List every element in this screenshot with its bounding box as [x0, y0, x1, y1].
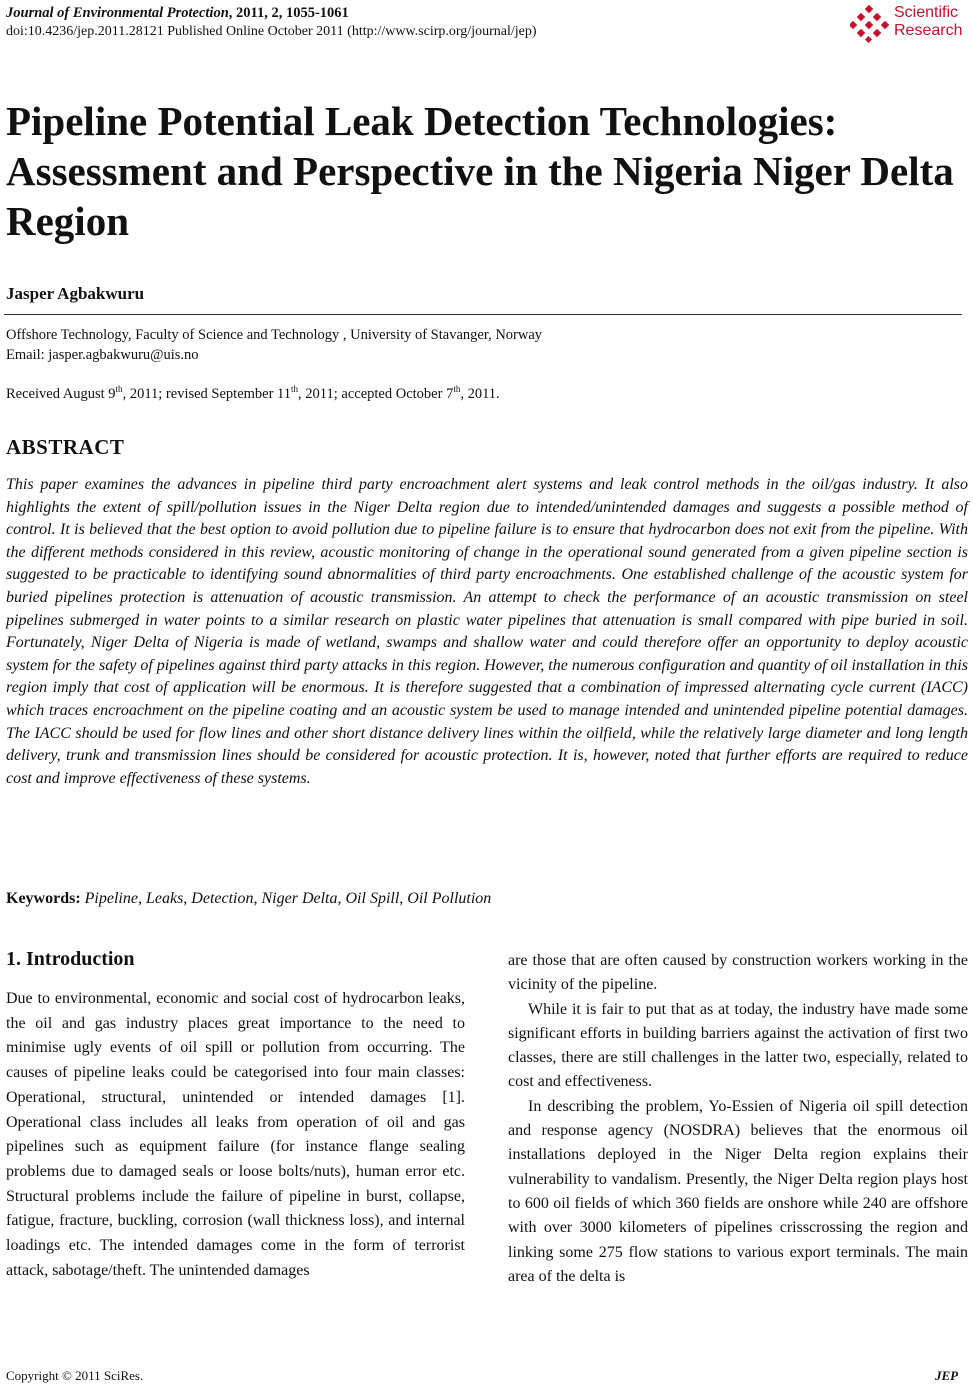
received-sup: th [115, 384, 123, 394]
affiliation-text: Offshore Technology, Faculty of Science and Technology , University of Stavanger, Norway [6, 327, 543, 343]
keyword-item: Niger Delta [261, 890, 338, 907]
journal-citation [6, 5, 349, 22]
section-heading-introduction: 1. Introduction [6, 948, 135, 970]
keyword-item: Oil Spill [345, 890, 400, 907]
intro-paragraph: In describing the problem, Yo-Essien of Nigeria oil spill detection and response agency (NOSDRA) believes that the enormous oil installations deployed in the Niger Delta region explains their vulnerability to vandalism. Presently, the Niger Delta region plays host to 600 oil fields of which 360 fields are onshore while 240 are offshore with over 3000 kilometers of pipelines crisscrossing the region and linking some 275 flow stations to various export terminals. The main area of the delta is [508, 1097, 968, 1285]
intro-left-column: Due to environmental, economic and social cost of hydrocarbon leaks, the oil and gas industry places great importance to the need to minimise ugly events of oil spill or pollution from occurring. The causes of pipeline leaks could be categorised into four main classes: Operational, structural, unintended or intended damages [1]. Operational class includes all leaks from operation of oil and gas pipelines such as equipment failure (for instance flange sealing problems due to damaged seals or loose bolts/nuts), human error etc. Structural problems include the failure of pipeline in burst, collapse, fatigue, fracture, buckling, corrosion (wall thickness loss), and internal loadings etc. The intended damages come in the form of terrorist attack, sabotage/theft. The unintended damages [6, 990, 465, 1279]
intro-paragraph: While it is fair to put that as at today, the industry have made some significant efforts in building barriers against the activation of first two classes, there are still challenges in the latter two, especially, related to cost and effectiveness. [508, 1000, 968, 1091]
keywords-label: Keywords [6, 890, 76, 907]
keywords-line: Keywords: Pipeline, Leaks, Detection, Niger Delta, Oil Spill, Oil Pollution [6, 890, 492, 907]
abstract-heading: ABSTRACT [6, 435, 125, 459]
keyword-item: Leaks [145, 890, 184, 907]
publisher-name [894, 4, 962, 40]
doi-line: doi:10.4236/jep.2011.28121 Published Online October 2011 (http://www.scirp.org/journal/jep) [6, 24, 537, 39]
journal-meta: , 2011, 2, 1055-1061 [228, 5, 349, 21]
paper-title: Pipeline Potential Leak Detection Technologies: Assessment and Perspective in the Nigeria Niger Delta Region [6, 98, 954, 244]
publisher-logo [850, 4, 970, 44]
publisher-name-line1: Scientific [894, 4, 959, 21]
intro-right-column [508, 949, 968, 1289]
journal-name: Journal of Environmental Protection [6, 5, 229, 21]
revised-date: , 2011; revised September 11 [122, 385, 292, 402]
publisher-name-line2: Research [894, 22, 963, 39]
author-email: Email: jasper.agbakwuru@uis.no [6, 347, 199, 363]
abstract-text: This paper examines the advances in pipeline third party encroachment alert systems and leak control methods in the oil/gas industry. It also highlights the extent of spill/pollution issues in the Niger Delta region due to intended/unintended damages and suggests a possible method of control. It is believed that the best option to avoid pollution due to pipeline failure is to ensure that hydrocarbon does not exit from the pipeline. With the different methods considered in this review, acoustic monitoring of change in the operational sound generated from a given pipeline section is suggested to be practicable to identifying sound abnormalities of third party encroachments. One established challenge of the acoustic system for buried pipelines protection is attenuation of acoustic transmission. An attempt to check the performance of an acoustic transmission on steel pipelines submerged in water points to a similar research on plastic water pipelines that attenuation is small compared with pipe buried in soil. Fortunately, Niger Delta of Nigeria is made of wetland, swamps and shallow water and could therefore offer an opportunity to deploy acoustic system for the safety of pipelines against third party attacks in this region. However, the numerous configuration and quantity of oil installation in this region imply that cost of application will be enormous. It is therefore suggested that a combination of impressed alternating cycle current (IACC) which traces encroachment on the pipeline coating and an acoustic system be used to manage intended and unintended pipeline potential damages. The IACC should be used for flow lines and other short distance delivery lines within the oilfield, while the relatively large diameter and long length delivery, trunk and transmission lines should be considered for acoustic protection. It is, however, noted that further efforts are required to reduce cost and improve effectiveness of these systems. [6, 476, 968, 787]
publisher-logo-icon [850, 4, 892, 44]
keyword-item: Oil Pollution [407, 890, 492, 907]
submission-dates [6, 384, 500, 403]
dates-end: , 2011. [460, 385, 500, 402]
author-name: Jasper Agbakwuru [6, 284, 145, 303]
received-date: Received August 9 [6, 385, 116, 402]
title-divider [4, 314, 962, 315]
footer-journal-abbr: JEP [935, 1368, 959, 1383]
accepted-sup: th [453, 384, 461, 394]
footer-copyright: Copyright © 2011 SciRes. [6, 1368, 144, 1383]
author-affiliation [6, 325, 906, 365]
revised-sup: th [291, 384, 299, 394]
keyword-item: Detection [191, 890, 254, 907]
keyword-item: Pipeline [84, 890, 138, 907]
accepted-date: , 2011; accepted October 7 [298, 385, 454, 402]
intro-paragraph: are those that are often caused by construction workers working in the vicinity of the pipeline. [508, 952, 968, 994]
